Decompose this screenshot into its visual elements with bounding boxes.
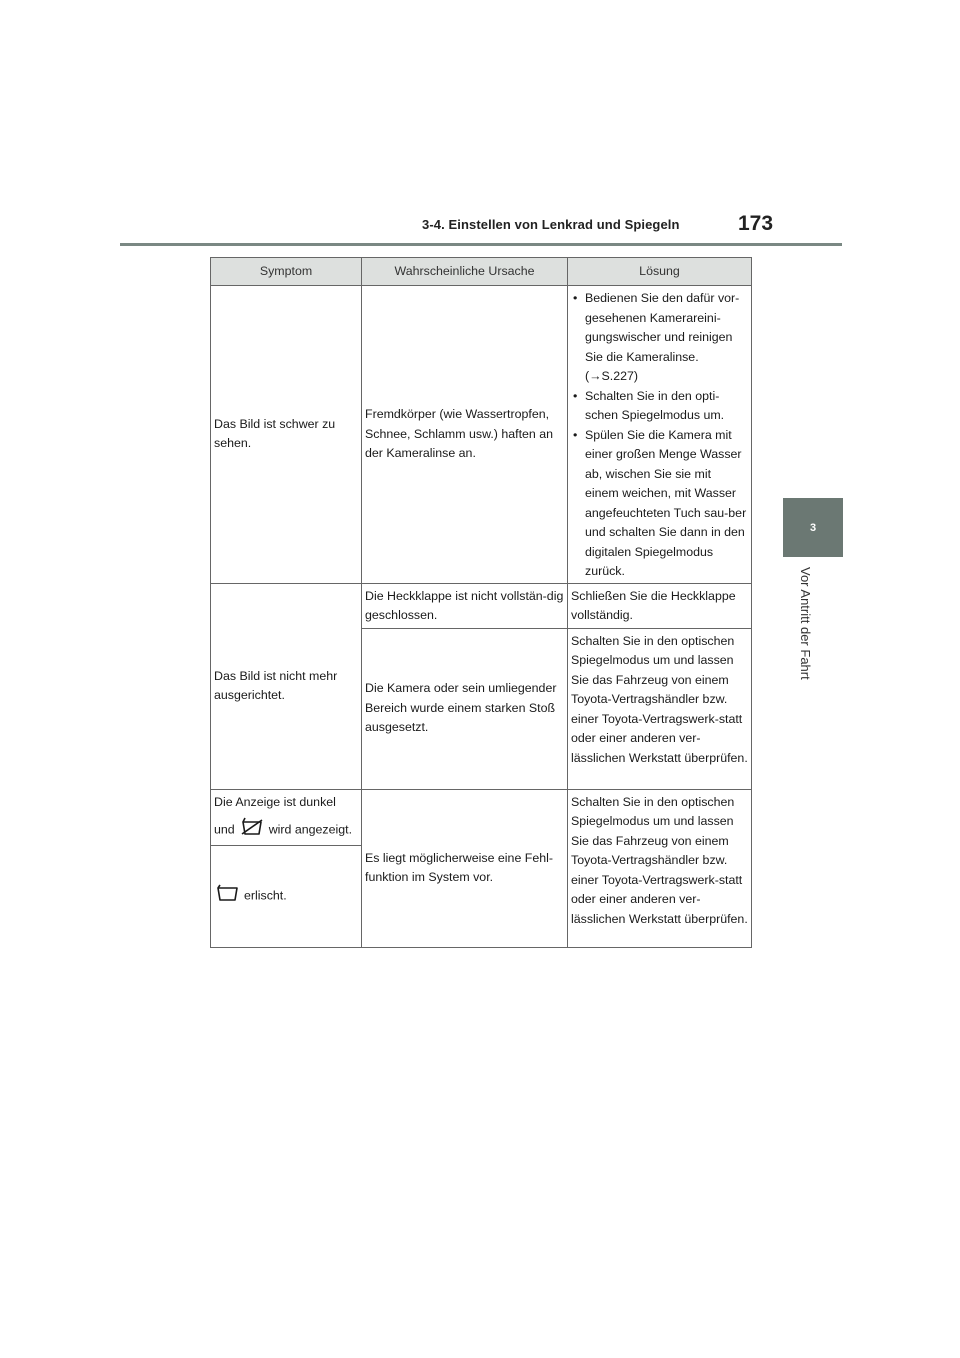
- solution-cell: Schalten Sie in den optischen Spiegelmodus um und lassen Sie das Fahrzeug von einem Toyota-Vertragshändler bzw. einer Toyota-Vertragswerk-statt oder einer anderen ver-lässlichen Werkstatt überprüfen.: [568, 789, 752, 947]
- chapter-tab: [783, 498, 843, 557]
- solution-list: [571, 289, 748, 582]
- section-title: 3-4. Einstellen von Lenkrad und Spiegeln: [422, 217, 680, 232]
- symptom-text: wird angezeigt.: [268, 822, 353, 837]
- column-header-solution: Lösung: [568, 258, 752, 286]
- mirror-icon: [214, 884, 240, 909]
- symptom-line: Die Anzeige ist dunkel: [214, 794, 336, 809]
- symptom-line: [214, 817, 358, 844]
- symptom-cell: Das Bild ist nicht mehr ausgerichtet.: [211, 583, 362, 789]
- cause-cell: Die Kamera oder sein umliegender Bereich wurde einem starken Stoß ausgesetzt.: [362, 628, 568, 789]
- cause-cell: Es liegt möglicherweise eine Fehl-funktion im System vor.: [362, 789, 568, 947]
- chapter-number: 3: [809, 521, 817, 534]
- troubleshooting-table: [210, 257, 752, 948]
- column-header-cause: Wahrscheinliche Ursache: [362, 258, 568, 286]
- symptom-cell: [211, 789, 362, 845]
- table-row: [211, 789, 752, 845]
- table-row: [211, 583, 752, 628]
- header-divider: [120, 243, 842, 246]
- list-item: • Spülen Sie die Kamera mit einer großen Menge Wasser ab, wischen Sie sie mit einem weichen, mit Wasser angefeuchteten Tuch sau-ber und schalten Sie dann in den digitalen Spiegelmodus zurück.: [571, 426, 748, 582]
- column-header-symptom: Symptom: [211, 258, 362, 286]
- list-item: • Bedienen Sie den dafür vor-gesehenen Kamerareini-gungswischer und reinigen Sie die Kameralinse. (→S.227): [571, 289, 748, 387]
- page-number: 173: [738, 212, 774, 235]
- symptom-text: erlischt.: [244, 888, 287, 903]
- cause-cell: Die Heckklappe ist nicht vollstän-dig geschlossen.: [362, 583, 568, 628]
- symptom-cell: Das Bild ist schwer zu sehen.: [211, 286, 362, 584]
- table-row: [211, 286, 752, 584]
- solution-cell: Schalten Sie in den optischen Spiegelmodus um und lassen Sie das Fahrzeug von einem Toyota-Vertragshändler bzw. einer Toyota-Vertragswerk-statt oder einer anderen ver-lässlichen Werkstatt überprüfen.: [568, 628, 752, 789]
- chapter-title: Vor Antritt der Fahrt: [798, 567, 813, 680]
- cause-cell: Fremdkörper (wie Wassertropfen, Schnee, Schlamm usw.) haften an der Kameralinse an.: [362, 286, 568, 584]
- solution-cell: Schließen Sie die Heckklappe vollständig.: [568, 583, 752, 628]
- list-item: • Schalten Sie in den opti-schen Spiegelmodus um.: [571, 387, 748, 426]
- symptom-text: und: [214, 822, 235, 837]
- mirror-fault-icon: [239, 817, 265, 844]
- symptom-cell: [211, 845, 362, 947]
- table-header-row: [211, 258, 752, 286]
- solution-cell: [568, 286, 752, 584]
